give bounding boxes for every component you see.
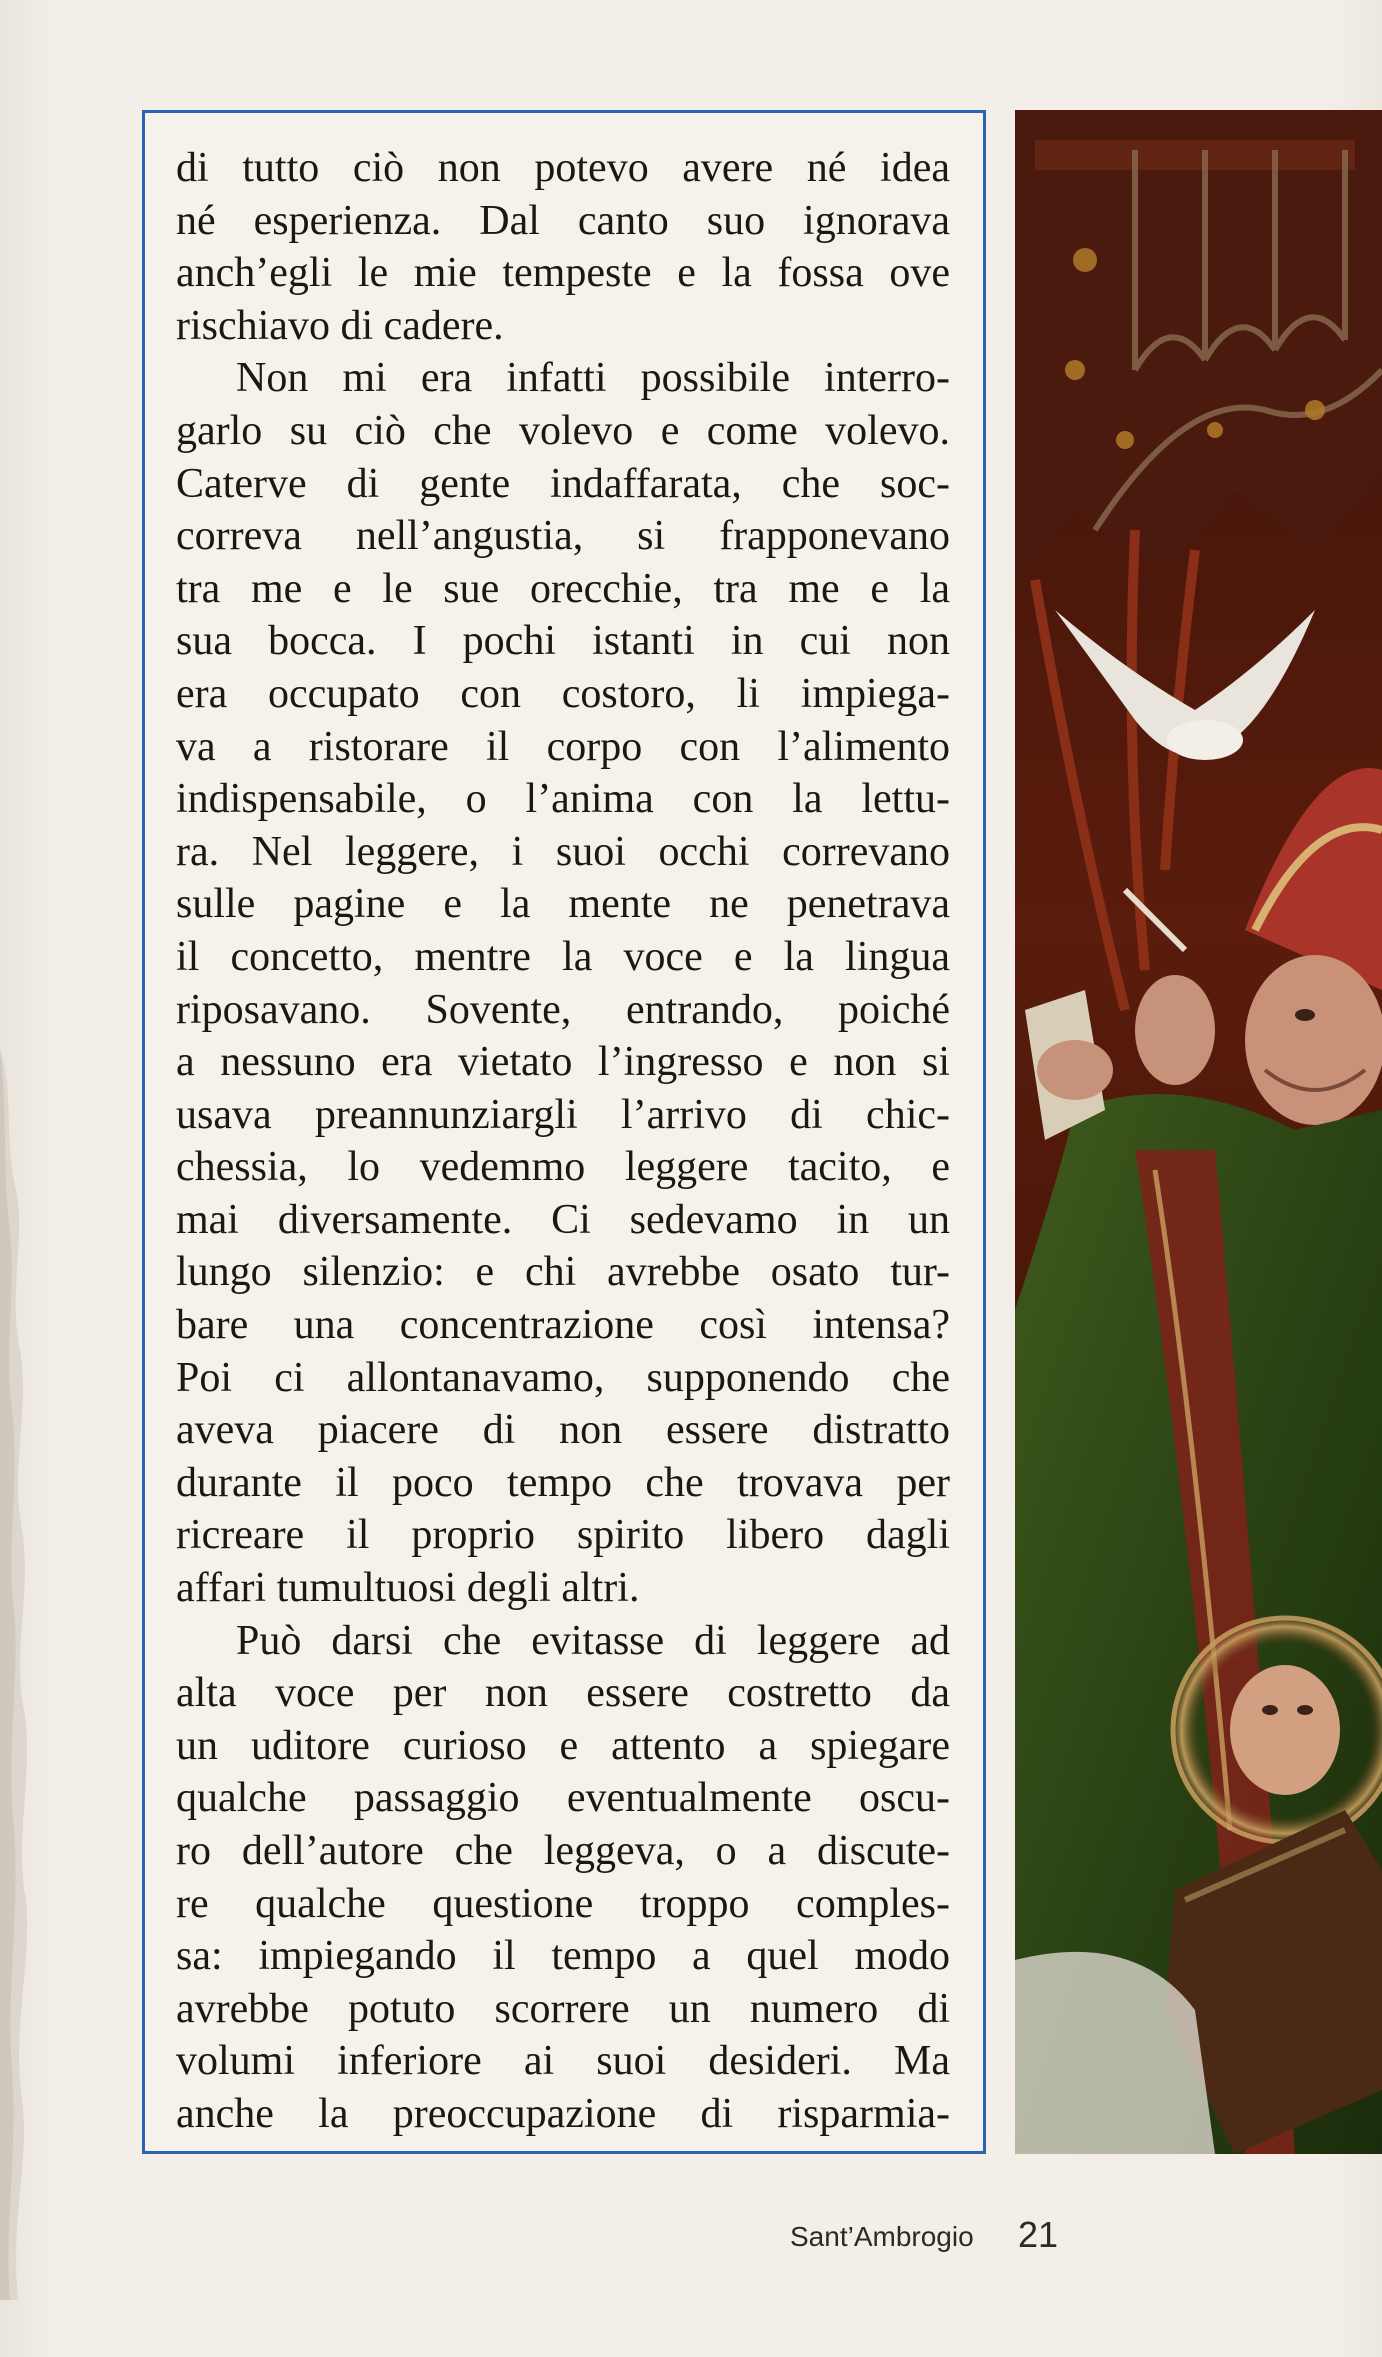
text-line: va a ristorare il corpo con l’alimento	[176, 723, 950, 770]
text-line: Non mi era infatti possibile interro-	[236, 355, 950, 402]
text-line: rischiavo di cadere.	[176, 302, 504, 349]
text-line: anche la preoccupazione di risparmia-	[176, 2090, 950, 2137]
text-line: un uditore curioso e attento a spiegare	[176, 1722, 950, 1769]
text-line: qualche passaggio eventualmente oscu-	[176, 1775, 950, 1822]
text-line: sua bocca. I pochi istanti in cui non	[176, 618, 950, 665]
text-line: ricreare il proprio spirito libero dagli	[176, 1512, 950, 1559]
text-line: affari tumultuosi degli altri.	[176, 1565, 640, 1612]
page-number: 21	[1018, 2214, 1059, 2255]
text-line: re qualche questione troppo comples-	[176, 1880, 950, 1927]
text-line: aveva piacere di non essere distratto	[176, 1407, 950, 1454]
text-line: garlo su ciò che volevo e come volevo.	[176, 407, 950, 454]
text-line: alta voce per non essere costretto da	[176, 1670, 950, 1717]
text-line: a nessuno era vietato l’ingresso e non si	[176, 1039, 950, 1086]
text-line: tra me e le sue orecchie, tra me e la	[176, 565, 950, 612]
text-line: usava preannunziargli l’arrivo di chic-	[176, 1091, 950, 1138]
text-line: di tutto ciò non potevo avere né idea	[176, 145, 950, 191]
text-line: chessia, lo vedemmo leggere tacito, e	[176, 1144, 950, 1191]
text-line: lungo silenzio: e chi avrebbe osato tur-	[176, 1249, 950, 1296]
torn-paper-edge	[0, 1050, 36, 2300]
text-line: mai diversamente. Ci sedevamo in un	[176, 1196, 950, 1243]
text-line: volumi inferiore ai suoi desideri. Ma	[176, 2038, 950, 2085]
text-line: era occupato con costoro, li impiega-	[176, 670, 950, 717]
text-line: avrebbe potuto scorrere un numero di	[176, 1985, 950, 2032]
running-footer-title: Sant’Ambrogio	[790, 2221, 974, 2252]
text-line: sa: impiegando il tempo a quel modo	[176, 1933, 950, 1980]
text-line: né esperienza. Dal canto suo ignorava	[176, 197, 950, 244]
text-line: ro dell’autore che leggeva, o a discute-	[176, 1828, 950, 1874]
text-line: ra. Nel leggere, i suoi occhi correvano	[176, 828, 950, 875]
text-line: Poi ci allontanavamo, supponendo che	[176, 1354, 950, 1401]
text-line: correva nell’angustia, si frapponevano	[176, 513, 950, 560]
text-line: sulle pagine e la mente ne penetrava	[176, 881, 950, 928]
body-text	[176, 142, 950, 2141]
text-line: anch’egli le mie tempeste e la fossa ove	[176, 250, 950, 297]
text-line: il concetto, mentre la voce e la lingua	[176, 933, 950, 980]
text-line: Può darsi che evitasse di leggere ad	[236, 1617, 950, 1664]
saint-ambrose-painting	[1015, 110, 1382, 2154]
text-line: riposavano. Sovente, entrando, poiché	[176, 986, 950, 1033]
text-line: durante il poco tempo che trovava per	[176, 1459, 950, 1506]
painting-illustration	[1015, 110, 1382, 2154]
text-line: Caterve di gente indaffarata, che soc-	[176, 460, 950, 507]
text-line: bare una concentrazione così intensa?	[176, 1302, 950, 1349]
text-line: indispensabile, o l’anima con la lettu-	[176, 776, 950, 823]
